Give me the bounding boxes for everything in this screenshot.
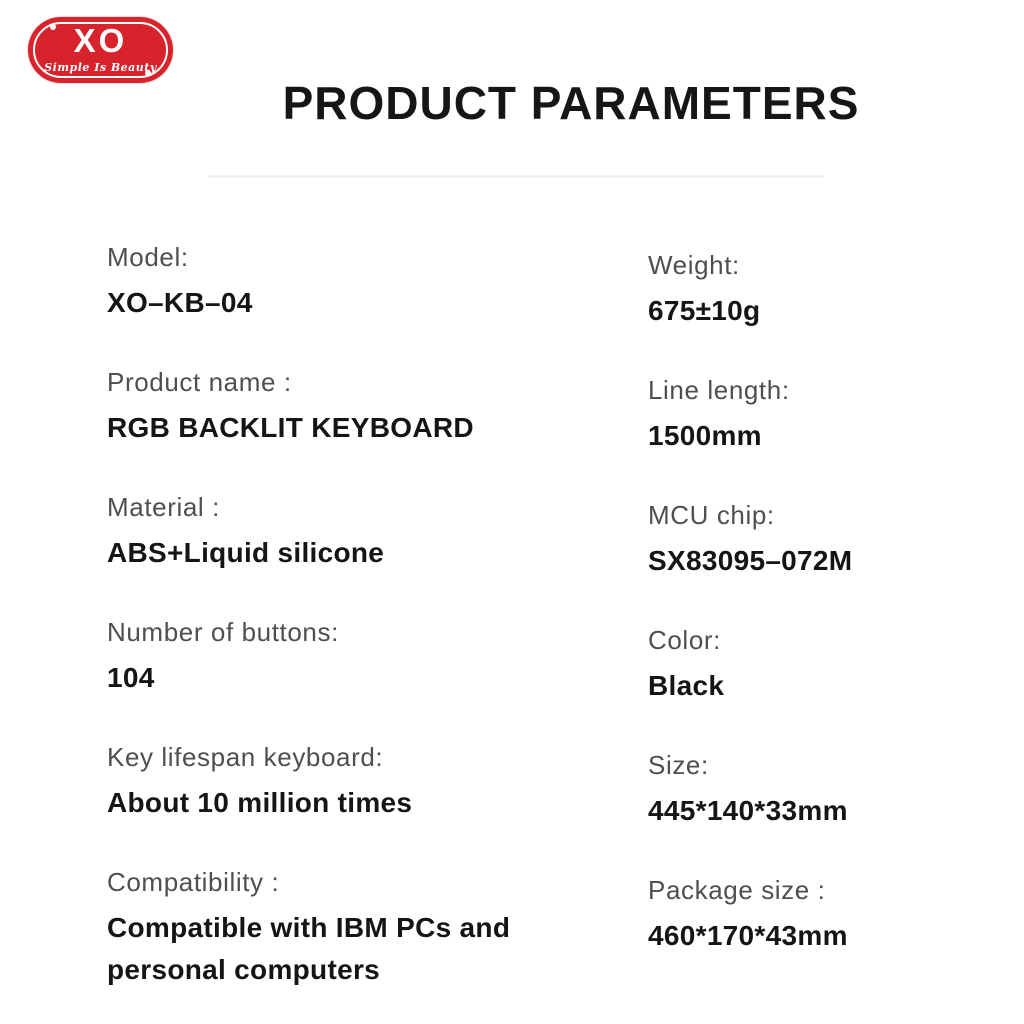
spec-value: RGB BACKLIT KEYBOARD (107, 412, 474, 443)
spec-label: Package size : (648, 875, 826, 905)
spec-color (648, 623, 1008, 748)
spec-value: ABS+Liquid silicone (107, 537, 385, 568)
spec-weight (648, 248, 1008, 373)
spec-value: Compatible with IBM PCs and personal computers (107, 912, 511, 985)
spec-model (107, 240, 597, 365)
spec-label: Compatibility : (107, 867, 280, 897)
spec-material (107, 490, 597, 615)
logo-tagline: Simple Is Beauty (44, 61, 157, 74)
spec-label: Key lifespan keyboard: (107, 742, 384, 772)
spec-line-length (648, 373, 1008, 498)
xo-brand-logo (28, 17, 173, 83)
spec-mcu-chip (648, 498, 1008, 623)
spec-value: XO–KB–04 (107, 287, 253, 318)
title-divider (208, 175, 824, 178)
spec-label: MCU chip: (648, 500, 775, 530)
spec-value: 104 (107, 662, 155, 693)
page-title: PRODUCT PARAMETERS (282, 77, 860, 129)
spec-package-size (648, 873, 1008, 998)
spec-value: SX83095–072M (648, 545, 853, 576)
spec-value: 445*140*33mm (648, 795, 848, 826)
spec-column-left (107, 240, 597, 990)
logo-brand-text: XO (73, 22, 128, 59)
spec-key-lifespan (107, 740, 597, 865)
spec-label: Color: (648, 625, 721, 655)
spec-label: Size: (648, 750, 709, 780)
spec-value: About 10 million times (107, 787, 413, 818)
spec-value: 675±10g (648, 295, 761, 326)
spec-label: Number of buttons: (107, 617, 339, 647)
spec-compatibility (107, 865, 597, 990)
spec-label: Material : (107, 492, 220, 522)
spec-label: Model: (107, 242, 189, 272)
spec-size (648, 748, 1008, 873)
spec-label: Weight: (648, 250, 740, 280)
spec-label: Line length: (648, 375, 790, 405)
spec-product-name (107, 365, 597, 490)
spec-value: 1500mm (648, 420, 762, 451)
spec-value: Black (648, 670, 725, 701)
spec-number-of-buttons (107, 615, 597, 740)
spec-column-right (648, 248, 1008, 998)
spec-value: 460*170*43mm (648, 920, 848, 951)
spec-label: Product name : (107, 367, 292, 397)
